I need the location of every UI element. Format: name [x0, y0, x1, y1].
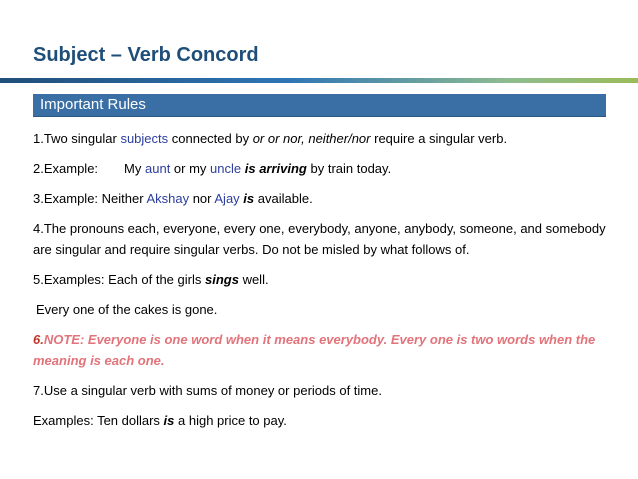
rule-1	[33, 128, 611, 149]
rule-7: 7.Use a singular verb with sums of money or periods of time.	[33, 383, 382, 398]
rule-6-number: 6.	[33, 332, 44, 347]
rule-5-text-c: well.	[238, 272, 269, 287]
rule-2	[33, 158, 611, 179]
rule-3-text-a: 3.Example: Neither	[33, 191, 147, 206]
rule-8-verb: is	[163, 413, 175, 428]
rule-2-verb: is arriving	[241, 161, 307, 176]
rule-8-text-a: Examples: Ten dollars	[33, 413, 164, 428]
rule-2-highlight-aunt: aunt	[145, 161, 171, 176]
rule-5	[33, 269, 611, 290]
rule-2-highlight-uncle: uncle	[210, 161, 242, 176]
rule-5-text-a: 5.Examples: Each of the girls	[33, 272, 205, 287]
rule-1-text-e: require a singular verb.	[370, 131, 508, 146]
section-banner	[33, 94, 606, 117]
rule-4: 4.The pronouns each, everyone, every one, everybody, anyone, anybody, someone, and somebody are singular and require singular verbs. Do not be misled by what follows of.	[33, 221, 606, 257]
rule-8	[33, 410, 611, 431]
title-underline	[0, 78, 638, 83]
section-banner-label: Important Rules	[40, 96, 146, 113]
rule-1-text-a: 1.Two singular	[33, 131, 121, 146]
rule-3-verb: is	[239, 191, 255, 206]
rule-2-text-g: by train today.	[306, 161, 392, 176]
rule-3-highlight-akshay: Akshay	[146, 191, 190, 206]
rule-3-highlight-ajay: Ajay	[214, 191, 240, 206]
rule-3-text-f: available.	[254, 191, 313, 206]
rules-list	[33, 128, 611, 431]
rule-5-verb: sings	[204, 272, 239, 287]
rule-3	[33, 188, 611, 209]
rule-1-italic: or or nor, neither/nor	[252, 131, 371, 146]
rule-2-text-b: My	[124, 161, 145, 176]
rule-1-text-c: connected by	[168, 131, 253, 146]
rule-2-label: 2.Example:	[33, 161, 99, 176]
rule-8-text-c: a high price to pay.	[174, 413, 287, 428]
rule-5-example-b: Every one of the cakes is gone.	[36, 302, 218, 317]
rule-6-text: NOTE: Everyone is one word when it means everybody. Every one is two words when the meaning is each one.	[33, 332, 596, 368]
rule-3-text-c: nor	[189, 191, 215, 206]
slide-title: Subject – Verb Concord	[33, 44, 259, 66]
rule-2-text-d: or my	[170, 161, 211, 176]
rule-1-highlight: subjects	[120, 131, 169, 146]
rule-6-note	[33, 329, 611, 371]
